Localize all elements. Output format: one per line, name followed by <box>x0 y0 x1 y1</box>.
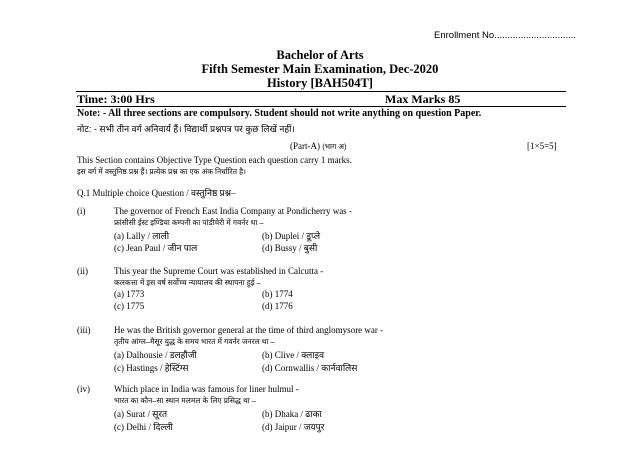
marks-scheme: [1×5=5] <box>527 141 557 151</box>
option-b: (b) 1774 <box>262 289 293 299</box>
note-english: Note: - All three sections are compulsory. Student should not write anything on question Paper. <box>77 108 482 119</box>
header-rule-bottom <box>76 106 566 107</box>
option-d: (d) Cornwallis / कार्नवालिस <box>262 363 358 373</box>
question-text: He was the British governor general at the time of third anglomysore war - <box>114 325 384 335</box>
degree-title: Bachelor of Arts <box>276 48 364 62</box>
option-c: (c) Hastings / हेस्टिंग्स <box>114 363 189 373</box>
option-d: (d) Jaipur / जयपुर <box>262 422 325 432</box>
question-text-hindi: कलकत्ता में इस वर्ष सर्वोच्च न्यायालय की स्थापना हुई – <box>114 278 261 287</box>
enrollment-no: Enrollment No............................... <box>434 30 577 41</box>
part-label-hi: (भाग अ) <box>322 142 347 151</box>
max-marks-label: Max Marks 85 <box>385 92 461 106</box>
option-b: (b) Clive / क्लाइव <box>262 350 325 360</box>
option-a: (a) Lally / लाली <box>114 231 170 241</box>
subject-title: History [BAH504T] <box>267 76 373 90</box>
option-c: (c) 1775 <box>114 301 145 311</box>
exam-title: Fifth Semester Main Examination, Dec-2020 <box>201 62 439 76</box>
option-a: (a) Dalhousie / डलहौजी <box>114 350 197 360</box>
option-b: (b) Dhaka / ढाका <box>262 409 322 419</box>
part-label-en: (Part-A) <box>290 141 320 151</box>
question-number: (iv) <box>77 384 90 394</box>
question-text-hindi: भारत का कौन–सा स्थान मलमल के लिए प्रसिद्ध था – <box>114 396 256 405</box>
part-label <box>290 141 347 152</box>
question-text-hindi: फ्रांसीसी ईस्ट इण्डिया कम्पनी का पांडीचेरी में गवर्नर था – <box>114 218 264 227</box>
question-number: (iii) <box>77 325 91 335</box>
option-b: (b) Duplei / डूप्ले <box>262 231 321 241</box>
option-d: (d) Bussy / बुसी <box>262 243 318 253</box>
question-text: The governor of French East India Company at Pondicherry was - <box>114 206 352 216</box>
question-text-hindi: तृतीय आंग्ल–मैसूर युद्ध के समय भारत में गवर्नर जनरल था – <box>114 337 275 346</box>
time-label: Time: 3:00 Hrs <box>77 92 155 106</box>
question-text: This year the Supreme Court was established in Calcutta - <box>114 266 324 276</box>
q1-title: Q.1 Multiple choice Question / वस्तुनिष्ठ प्रश्न– <box>77 188 236 198</box>
option-c: (c) Jean Paul / जीन पाल <box>114 243 198 253</box>
option-a: (a) 1773 <box>114 289 145 299</box>
question-number: (i) <box>77 206 86 216</box>
option-d: (d) 1776 <box>262 301 293 311</box>
question-text: Which place in India was famous for liner hulmul - <box>114 384 299 394</box>
question-number: (ii) <box>77 266 88 276</box>
section-description: This Section contains Objective Type Question each question carry 1 marks. <box>77 155 352 165</box>
note-hindi: नोट: - सभी तीन वर्ग अनिवार्य हैं। विद्यार्थी प्रश्नपत्र पर कुछ लिखें नहीं। <box>77 124 295 134</box>
section-description-hindi: इस वर्ग में वस्तुनिष्ठ प्रश्न हैं। प्रत्येक प्रश्न का एक अंक निर्धारित है। <box>77 167 246 176</box>
option-c: (c) Delhi / दिल्ली <box>114 422 173 432</box>
option-a: (a) Surat / सूरत <box>114 409 168 419</box>
